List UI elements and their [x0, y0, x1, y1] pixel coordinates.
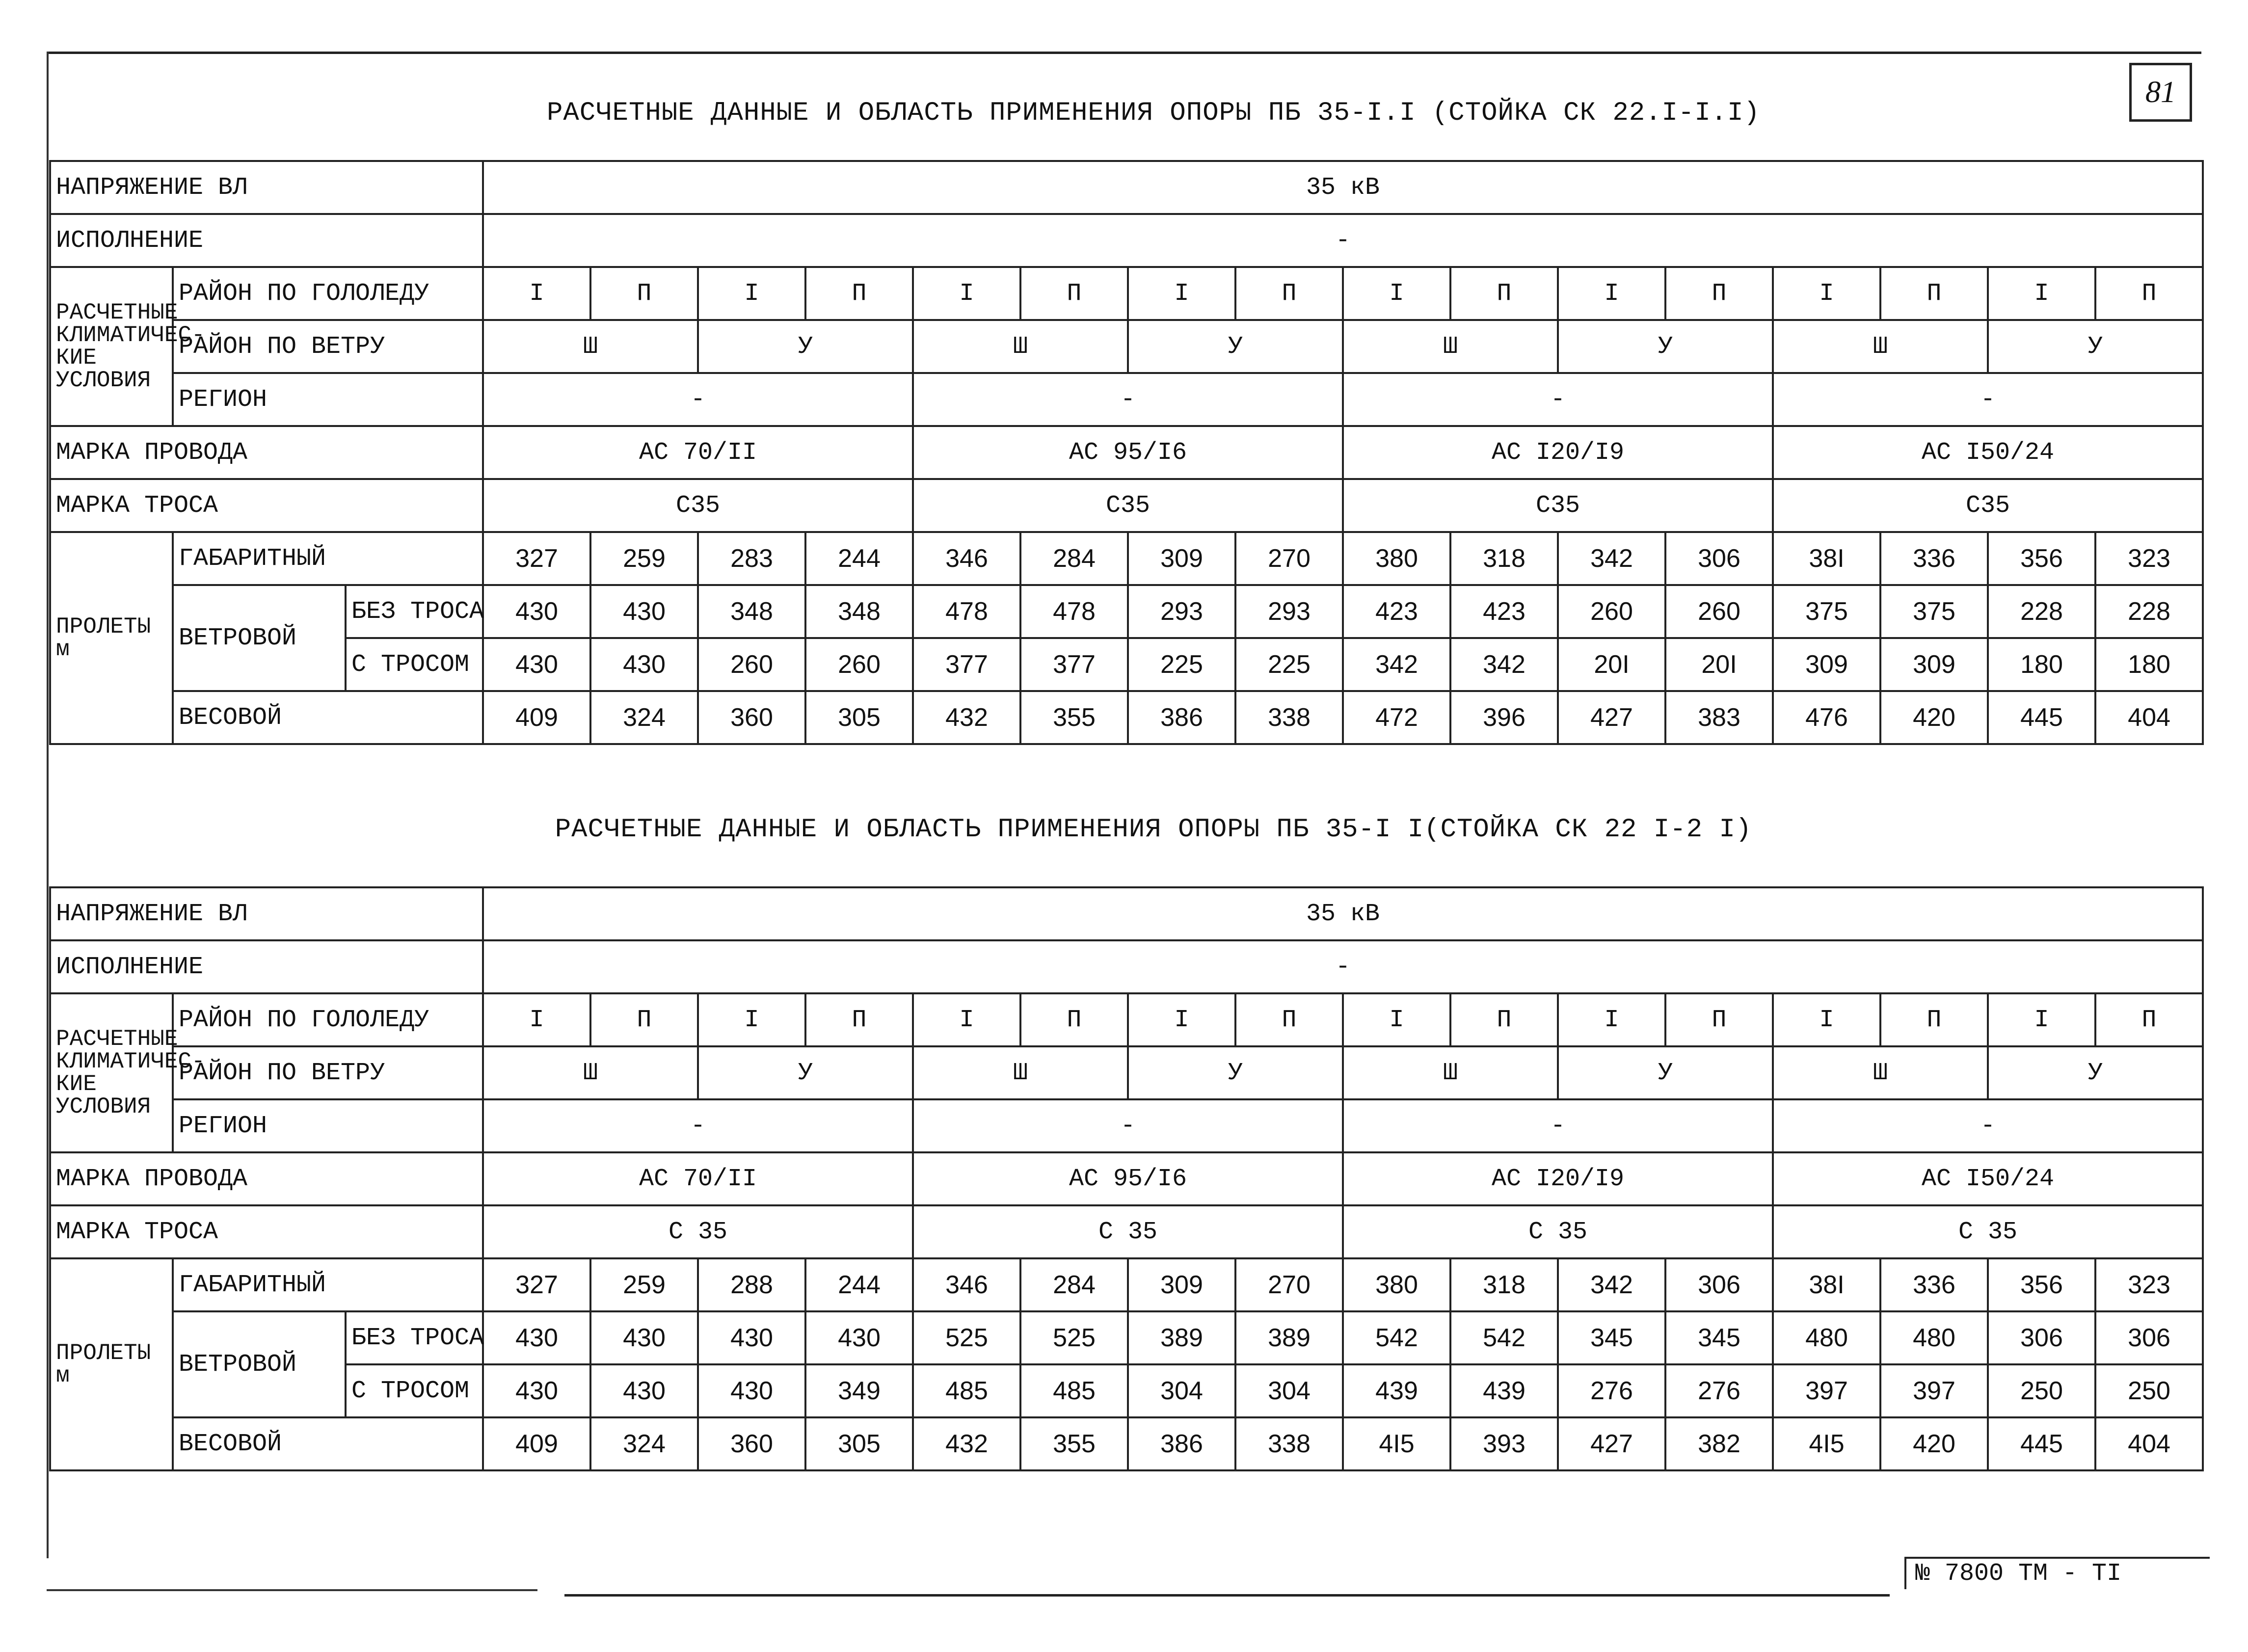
- gabarit-span-cell: 284: [1020, 532, 1128, 585]
- wind-span-with-cable-cell: 304: [1128, 1364, 1235, 1417]
- gabarit-span-cell: 284: [1020, 1258, 1128, 1311]
- wind-span-no-cable-cell: 375: [1773, 585, 1880, 638]
- wind-span-no-cable-cell: 306: [1988, 1311, 2095, 1364]
- ice-region-label: РАЙОН ПО ГОЛОЛЕДУ: [173, 993, 483, 1046]
- wire-grade-label: МАРКА ПРОВОДА: [50, 426, 483, 479]
- cable-grade-cell: С35: [483, 479, 913, 532]
- weight-span-cell: 445: [1988, 1417, 2095, 1470]
- cable-grade-cell: С 35: [1773, 1205, 2203, 1258]
- ice-region-cell: П: [1665, 267, 1773, 320]
- wind-span-label: ВЕТРОВОЙ: [173, 1311, 346, 1417]
- wind-span-no-cable-cell: 260: [1665, 585, 1773, 638]
- gabarit-span-cell: 38I: [1773, 1258, 1880, 1311]
- weight-span-cell: 420: [1880, 1417, 1988, 1470]
- footer-rule-middle: [564, 1594, 1890, 1597]
- wind-span-no-cable-cell: 430: [805, 1311, 913, 1364]
- wind-region-cell: У: [698, 320, 913, 373]
- wind-span-no-cable-cell: 306: [2095, 1311, 2203, 1364]
- wind-span-no-cable-cell: 423: [1343, 585, 1450, 638]
- execution-label: ИСПОЛНЕНИЕ: [50, 940, 483, 993]
- spec-table-1: [49, 160, 2204, 745]
- execution-value: -: [483, 214, 2203, 267]
- weight-span-cell: 305: [805, 1417, 913, 1470]
- cable-grade-cell: С35: [913, 479, 1343, 532]
- page-border-top: [47, 52, 2201, 54]
- weight-span-cell: 396: [1450, 691, 1558, 744]
- region-cell: -: [1773, 1099, 2203, 1152]
- weight-span-cell: 386: [1128, 1417, 1235, 1470]
- ice-region-cell: П: [1665, 993, 1773, 1046]
- gabarit-span-cell: 327: [483, 532, 590, 585]
- page-border-left: [47, 52, 49, 1558]
- no-cable-label: БЕЗ ТРОСА: [346, 1311, 483, 1364]
- weight-span-cell: 445: [1988, 691, 2095, 744]
- gabarit-span-cell: 306: [1665, 1258, 1773, 1311]
- wind-span-no-cable-cell: 542: [1450, 1311, 1558, 1364]
- ice-region-cell: I: [913, 267, 1020, 320]
- wind-span-no-cable-cell: 260: [1558, 585, 1665, 638]
- wind-span-no-cable-cell: 293: [1235, 585, 1343, 638]
- wind-span-with-cable-cell: 180: [1988, 638, 2095, 691]
- gabarit-span-cell: 323: [2095, 532, 2203, 585]
- gabarit-span-label: ГАБАРИТНЫЙ: [173, 532, 483, 585]
- weight-span-cell: 338: [1235, 1417, 1343, 1470]
- voltage-label: НАПРЯЖЕНИЕ ВЛ: [50, 887, 483, 940]
- weight-span-cell: 383: [1665, 691, 1773, 744]
- gabarit-span-cell: 356: [1988, 532, 2095, 585]
- wind-span-no-cable-cell: 375: [1880, 585, 1988, 638]
- weight-span-cell: 472: [1343, 691, 1450, 744]
- gabarit-span-cell: 318: [1450, 1258, 1558, 1311]
- cable-grade-cell: С 35: [1343, 1205, 1773, 1258]
- wind-span-with-cable-cell: 439: [1450, 1364, 1558, 1417]
- wind-span-with-cable-cell: 377: [913, 638, 1020, 691]
- wind-region-cell: Ш: [483, 320, 698, 373]
- gabarit-span-cell: 342: [1558, 532, 1665, 585]
- region-cell: -: [913, 373, 1343, 426]
- with-cable-label: С ТРОСОМ: [346, 1364, 483, 1417]
- ice-region-cell: П: [590, 267, 698, 320]
- wind-region-label: РАЙОН ПО ВЕТРУ: [173, 320, 483, 373]
- ice-region-cell: П: [590, 993, 698, 1046]
- wire-grade-cell: АС 95/I6: [913, 1152, 1343, 1205]
- weight-span-cell: 393: [1450, 1417, 1558, 1470]
- weight-span-cell: 355: [1020, 691, 1128, 744]
- voltage-value: 35 кВ: [483, 161, 2203, 214]
- wind-span-with-cable-cell: 430: [590, 638, 698, 691]
- gabarit-span-cell: 309: [1128, 532, 1235, 585]
- wind-span-no-cable-cell: 389: [1128, 1311, 1235, 1364]
- wind-span-with-cable-cell: 397: [1880, 1364, 1988, 1417]
- region-label: РЕГИОН: [173, 373, 483, 426]
- cable-grade-cell: С 35: [483, 1205, 913, 1258]
- wind-span-no-cable-cell: 430: [483, 1311, 590, 1364]
- wire-grade-cell: АС 95/I6: [913, 426, 1343, 479]
- gabarit-span-cell: 318: [1450, 532, 1558, 585]
- gabarit-span-cell: 380: [1343, 532, 1450, 585]
- climate-conditions-label: РАСЧЕТНЫЕ КЛИМАТИЧЕС-КИЕ УСЛОВИЯ: [50, 267, 173, 426]
- gabarit-span-cell: 259: [590, 1258, 698, 1311]
- execution-label: ИСПОЛНЕНИЕ: [50, 214, 483, 267]
- wind-region-cell: У: [1558, 320, 1773, 373]
- wind-region-cell: Ш: [1343, 1046, 1558, 1099]
- wind-span-no-cable-cell: 430: [590, 1311, 698, 1364]
- table-1-title: РАСЧЕТНЫЕ ДАННЫЕ И ОБЛАСТЬ ПРИМЕНЕНИЯ ОПОРЫ ПБ 35-I.I (СТОЙКА СК 22.I-I.I): [547, 98, 1760, 128]
- weight-span-cell: 432: [913, 691, 1020, 744]
- wind-span-with-cable-cell: 260: [698, 638, 805, 691]
- page-number: 81: [2129, 63, 2192, 122]
- weight-span-cell: 324: [590, 1417, 698, 1470]
- ice-region-cell: I: [698, 267, 805, 320]
- ice-region-cell: I: [1988, 993, 2095, 1046]
- weight-span-cell: 432: [913, 1417, 1020, 1470]
- ice-region-cell: I: [1558, 267, 1665, 320]
- wind-span-with-cable-cell: 250: [2095, 1364, 2203, 1417]
- wind-span-with-cable-cell: 309: [1773, 638, 1880, 691]
- weight-span-cell: 427: [1558, 691, 1665, 744]
- ice-region-label: РАЙОН ПО ГОЛОЛЕДУ: [173, 267, 483, 320]
- gabarit-span-cell: 283: [698, 532, 805, 585]
- ice-region-cell: П: [1880, 993, 1988, 1046]
- weight-span-cell: 360: [698, 691, 805, 744]
- ice-region-cell: П: [805, 993, 913, 1046]
- ice-region-cell: I: [698, 993, 805, 1046]
- weight-span-cell: 420: [1880, 691, 1988, 744]
- weight-span-cell: 409: [483, 1417, 590, 1470]
- wind-span-no-cable-cell: 293: [1128, 585, 1235, 638]
- weight-span-cell: 305: [805, 691, 913, 744]
- ice-region-cell: П: [2095, 267, 2203, 320]
- ice-region-cell: I: [483, 993, 590, 1046]
- wind-span-no-cable-cell: 345: [1558, 1311, 1665, 1364]
- gabarit-span-cell: 323: [2095, 1258, 2203, 1311]
- ice-region-cell: П: [1235, 993, 1343, 1046]
- wire-grade-cell: АС I20/I9: [1343, 426, 1773, 479]
- ice-region-cell: I: [1128, 993, 1235, 1046]
- ice-region-cell: I: [1773, 267, 1880, 320]
- gabarit-span-cell: 288: [698, 1258, 805, 1311]
- ice-region-cell: П: [1235, 267, 1343, 320]
- weight-span-cell: 404: [2095, 691, 2203, 744]
- voltage-value: 35 кВ: [483, 887, 2203, 940]
- weight-span-cell: 386: [1128, 691, 1235, 744]
- region-cell: -: [483, 373, 913, 426]
- execution-value: -: [483, 940, 2203, 993]
- table-2-title: РАСЧЕТНЫЕ ДАННЫЕ И ОБЛАСТЬ ПРИМЕНЕНИЯ ОПОРЫ ПБ 35-I I(СТОЙКА СК 22 I-2 I): [555, 815, 1752, 845]
- gabarit-span-cell: 270: [1235, 1258, 1343, 1311]
- wind-span-no-cable-cell: 423: [1450, 585, 1558, 638]
- wind-span-no-cable-cell: 525: [913, 1311, 1020, 1364]
- gabarit-span-cell: 336: [1880, 532, 1988, 585]
- voltage-label: НАПРЯЖЕНИЕ ВЛ: [50, 161, 483, 214]
- wind-span-with-cable-cell: 485: [1020, 1364, 1128, 1417]
- ice-region-cell: I: [1773, 993, 1880, 1046]
- wind-span-with-cable-cell: 225: [1128, 638, 1235, 691]
- wind-region-label: РАЙОН ПО ВЕТРУ: [173, 1046, 483, 1099]
- gabarit-span-cell: 244: [805, 532, 913, 585]
- climate-conditions-label: РАСЧЕТНЫЕ КЛИМАТИЧЕС-КИЕ УСЛОВИЯ: [50, 993, 173, 1152]
- wind-region-cell: Ш: [483, 1046, 698, 1099]
- region-label: РЕГИОН: [173, 1099, 483, 1152]
- wind-span-with-cable-cell: 225: [1235, 638, 1343, 691]
- gabarit-span-cell: 380: [1343, 1258, 1450, 1311]
- wind-span-with-cable-cell: 20I: [1665, 638, 1773, 691]
- wind-region-cell: Ш: [1773, 320, 1988, 373]
- region-cell: -: [1773, 373, 2203, 426]
- wind-span-no-cable-cell: 478: [1020, 585, 1128, 638]
- gabarit-span-cell: 259: [590, 532, 698, 585]
- spec-table-2: [49, 886, 2204, 1471]
- wind-span-no-cable-cell: 228: [1988, 585, 2095, 638]
- document-code: № 7800 ТМ - ТI: [1904, 1557, 2210, 1589]
- region-cell: -: [483, 1099, 913, 1152]
- gabarit-span-cell: 356: [1988, 1258, 2095, 1311]
- ice-region-cell: I: [1988, 267, 2095, 320]
- ice-region-cell: I: [1128, 267, 1235, 320]
- wind-span-with-cable-cell: 377: [1020, 638, 1128, 691]
- wind-region-cell: Ш: [913, 1046, 1128, 1099]
- gabarit-span-cell: 306: [1665, 532, 1773, 585]
- wind-region-cell: У: [1988, 320, 2203, 373]
- cable-grade-label: МАРКА ТРОСА: [50, 479, 483, 532]
- weight-span-cell: 427: [1558, 1417, 1665, 1470]
- wind-span-with-cable-cell: 485: [913, 1364, 1020, 1417]
- weight-span-label: ВЕСОВОЙ: [173, 691, 483, 744]
- weight-span-cell: 382: [1665, 1417, 1773, 1470]
- wind-span-with-cable-cell: 430: [483, 1364, 590, 1417]
- wind-region-cell: Ш: [1773, 1046, 1988, 1099]
- ice-region-cell: I: [483, 267, 590, 320]
- gabarit-span-cell: 346: [913, 532, 1020, 585]
- wind-span-no-cable-cell: 525: [1020, 1311, 1128, 1364]
- wind-span-no-cable-cell: 348: [698, 585, 805, 638]
- wind-span-no-cable-cell: 389: [1235, 1311, 1343, 1364]
- spans-label: ПРОЛЕТЫ м: [50, 1258, 173, 1470]
- weight-span-cell: 360: [698, 1417, 805, 1470]
- wind-span-no-cable-cell: 542: [1343, 1311, 1450, 1364]
- weight-span-cell: 409: [483, 691, 590, 744]
- wind-region-cell: Ш: [913, 320, 1128, 373]
- ice-region-cell: I: [913, 993, 1020, 1046]
- wind-region-cell: У: [1128, 320, 1343, 373]
- wind-span-with-cable-cell: 309: [1880, 638, 1988, 691]
- weight-span-label: ВЕСОВОЙ: [173, 1417, 483, 1470]
- wind-span-no-cable-cell: 480: [1773, 1311, 1880, 1364]
- wind-span-no-cable-cell: 430: [590, 585, 698, 638]
- wind-span-with-cable-cell: 397: [1773, 1364, 1880, 1417]
- wind-region-cell: У: [1128, 1046, 1343, 1099]
- wire-grade-cell: АС 70/II: [483, 1152, 913, 1205]
- cable-grade-cell: С 35: [913, 1205, 1343, 1258]
- ice-region-cell: П: [805, 267, 913, 320]
- gabarit-span-cell: 336: [1880, 1258, 1988, 1311]
- wind-span-no-cable-cell: 228: [2095, 585, 2203, 638]
- region-cell: -: [1343, 373, 1773, 426]
- wire-grade-cell: АС 70/II: [483, 426, 913, 479]
- ice-region-cell: I: [1558, 993, 1665, 1046]
- wind-span-with-cable-cell: 349: [805, 1364, 913, 1417]
- no-cable-label: БЕЗ ТРОСА: [346, 585, 483, 638]
- ice-region-cell: П: [1880, 267, 1988, 320]
- weight-span-cell: 476: [1773, 691, 1880, 744]
- wind-span-with-cable-cell: 430: [590, 1364, 698, 1417]
- wind-region-cell: Ш: [1343, 320, 1558, 373]
- ice-region-cell: П: [1020, 267, 1128, 320]
- wind-span-no-cable-cell: 480: [1880, 1311, 1988, 1364]
- weight-span-cell: 4I5: [1343, 1417, 1450, 1470]
- wind-span-with-cable-cell: 439: [1343, 1364, 1450, 1417]
- ice-region-cell: П: [2095, 993, 2203, 1046]
- wind-span-with-cable-cell: 276: [1558, 1364, 1665, 1417]
- gabarit-span-cell: 346: [913, 1258, 1020, 1311]
- weight-span-cell: 404: [2095, 1417, 2203, 1470]
- region-cell: -: [913, 1099, 1343, 1152]
- wind-span-no-cable-cell: 348: [805, 585, 913, 638]
- gabarit-span-cell: 342: [1558, 1258, 1665, 1311]
- ice-region-cell: П: [1450, 993, 1558, 1046]
- wind-span-with-cable-cell: 342: [1450, 638, 1558, 691]
- gabarit-span-cell: 270: [1235, 532, 1343, 585]
- weight-span-cell: 355: [1020, 1417, 1128, 1470]
- gabarit-span-cell: 327: [483, 1258, 590, 1311]
- wind-span-with-cable-cell: 304: [1235, 1364, 1343, 1417]
- ice-region-cell: I: [1343, 993, 1450, 1046]
- wire-grade-label: МАРКА ПРОВОДА: [50, 1152, 483, 1205]
- wind-region-cell: У: [1558, 1046, 1773, 1099]
- wind-span-with-cable-cell: 20I: [1558, 638, 1665, 691]
- region-cell: -: [1343, 1099, 1773, 1152]
- wind-span-with-cable-cell: 430: [698, 1364, 805, 1417]
- wire-grade-cell: АС I50/24: [1773, 1152, 2203, 1205]
- cable-grade-cell: С35: [1773, 479, 2203, 532]
- wind-span-with-cable-cell: 342: [1343, 638, 1450, 691]
- weight-span-cell: 324: [590, 691, 698, 744]
- wind-span-with-cable-cell: 276: [1665, 1364, 1773, 1417]
- wind-span-no-cable-cell: 478: [913, 585, 1020, 638]
- weight-span-cell: 338: [1235, 691, 1343, 744]
- footer-rule-left: [47, 1589, 537, 1591]
- gabarit-span-cell: 309: [1128, 1258, 1235, 1311]
- gabarit-span-label: ГАБАРИТНЫЙ: [173, 1258, 483, 1311]
- ice-region-cell: I: [1343, 267, 1450, 320]
- wind-span-label: ВЕТРОВОЙ: [173, 585, 346, 691]
- cable-grade-label: МАРКА ТРОСА: [50, 1205, 483, 1258]
- wind-span-no-cable-cell: 430: [698, 1311, 805, 1364]
- wind-span-with-cable-cell: 430: [483, 638, 590, 691]
- wind-region-cell: У: [698, 1046, 913, 1099]
- wind-span-with-cable-cell: 180: [2095, 638, 2203, 691]
- weight-span-cell: 4I5: [1773, 1417, 1880, 1470]
- ice-region-cell: П: [1020, 993, 1128, 1046]
- wire-grade-cell: АС I50/24: [1773, 426, 2203, 479]
- wind-span-no-cable-cell: 345: [1665, 1311, 1773, 1364]
- with-cable-label: С ТРОСОМ: [346, 638, 483, 691]
- wind-span-with-cable-cell: 260: [805, 638, 913, 691]
- wind-region-cell: У: [1988, 1046, 2203, 1099]
- wind-span-no-cable-cell: 430: [483, 585, 590, 638]
- ice-region-cell: П: [1450, 267, 1558, 320]
- cable-grade-cell: С35: [1343, 479, 1773, 532]
- gabarit-span-cell: 244: [805, 1258, 913, 1311]
- wind-span-with-cable-cell: 250: [1988, 1364, 2095, 1417]
- wire-grade-cell: АС I20/I9: [1343, 1152, 1773, 1205]
- gabarit-span-cell: 38I: [1773, 532, 1880, 585]
- spans-label: ПРОЛЕТЫ м: [50, 532, 173, 744]
